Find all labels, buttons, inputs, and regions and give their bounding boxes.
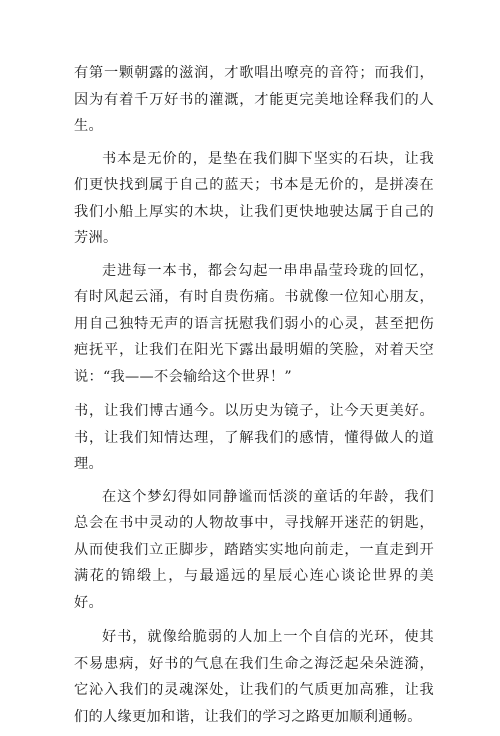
paragraph-6: 好书，就像给脆弱的人加上一个自信的光环，使其不易患病，好书的气息在我们生命之海泛起朵朵涟漪，它沁入我们的灵魂深处，让我们的气质更加高雅，让我们的人缘更加和谐，让我们的学习之路更加顺利通畅。: [74, 629, 434, 725]
paragraph-5: 在这个梦幻得如同静谧而恬淡的童话的年龄，我们总会在书中灵动的人物故事中，寻找解开迷茫的钥匙，从而使我们立正脚步，踏踏实实地向前走，一直走到开满花的锦缎上，与最遥远的星辰心连心谈论世界的美好。: [74, 488, 434, 611]
document-body: [74, 60, 434, 736]
paragraph-1: 有第一颗朝露的滋润，才歌唱出嘹亮的音符；而我们，因为有着千万好书的灌溉，才能更完美地诠释我们的人生。: [74, 65, 434, 134]
paragraph-2: 书本是无价的，是垫在我们脚下坚实的石块，让我们更快找到属于自己的蓝天；书本是无价的，是拼凑在我们小船上厚实的木块，让我们更快地驶达属于自己的芳洲。: [74, 150, 434, 246]
paragraph-4: 书，让我们博古通今。以历史为镜子，让今天更美好。书，让我们知情达理，了解我们的感情，懂得做人的道理。: [74, 403, 434, 472]
paragraph-3: 走进每一本书，都会勾起一串串晶莹玲珑的回忆，有时风起云涌，有时自贵伤痛。书就像一位知心朋友，用自己独特无声的语言抚慰我们弱小的心灵，甚至把伤疤抚平，让我们在阳光下露出最明媚的笑脸，对着天空说：“我——不会输给这个世界！”: [74, 262, 434, 385]
